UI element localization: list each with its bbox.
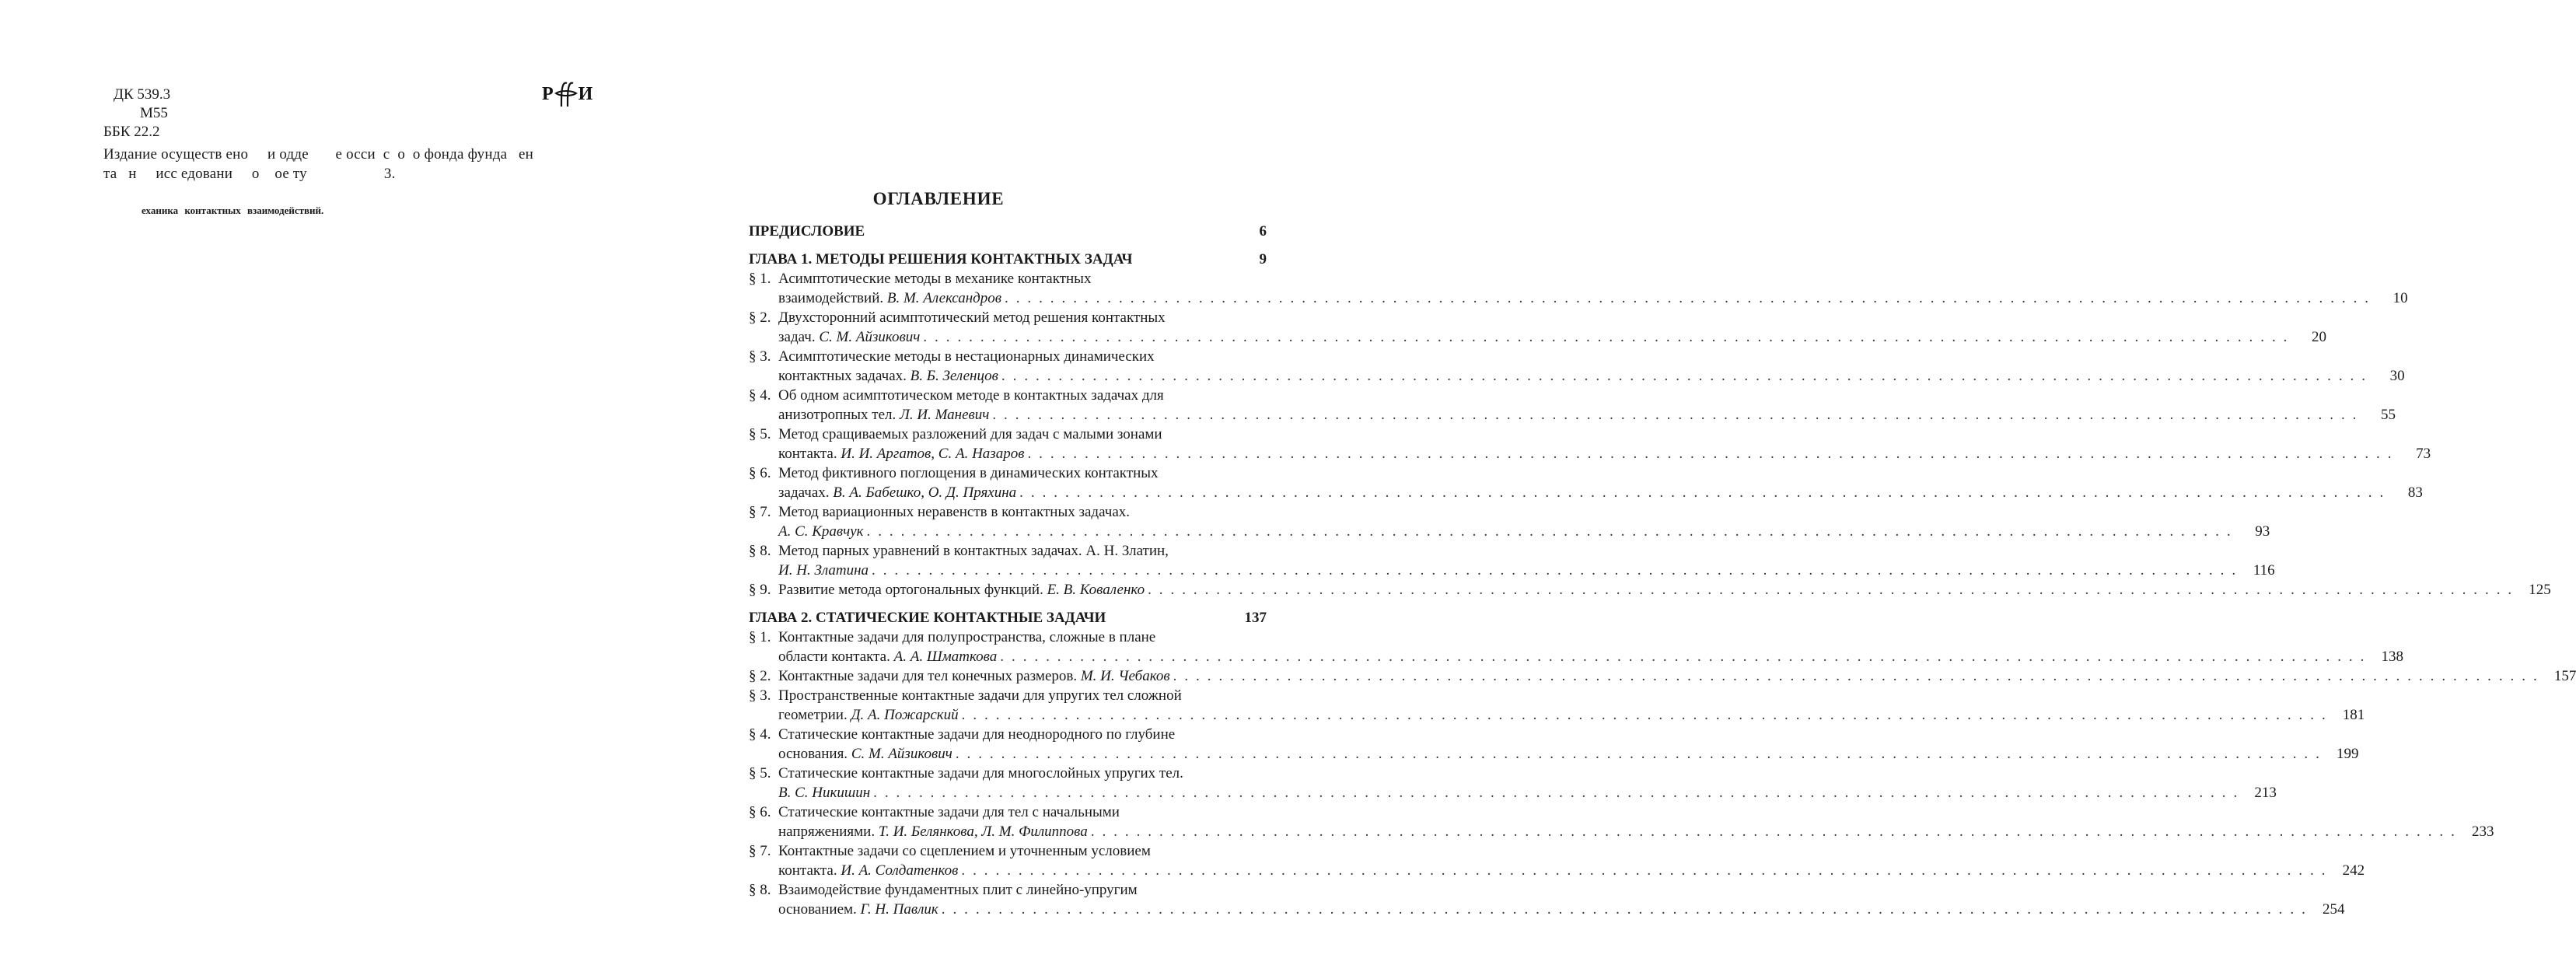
entry-title-line: Контактные задачи для полупространства, сложные в плане [778, 629, 1156, 645]
toc-entry[interactable] [749, 725, 2359, 764]
entry-title-line: Двухсторонний асимптотический метод решения контактных [778, 309, 1166, 326]
entry-text [778, 580, 2551, 600]
dot-leader: . . . . . . . . . . . . . . . . . . . . . . . . . . . . . . . . . . . . . . . . . . . . . . . . . . . . . . . . . . . . . . . . . . . . . . . . . . . . . . . . . . . . . . . . . . . . . . . . . . . . . . . . . . . . . . . . . . . . . . . . [1148, 582, 2514, 598]
entry-text [778, 502, 2270, 541]
entry-title-end [778, 666, 1170, 686]
entry-last-line [778, 288, 2408, 308]
dot-leader: . . . . . . . . . . . . . . . . . . . . . . . . . . . . . . . . . . . . . . . . . . . . . . . . . . . . . . . . . . . . . . . . . . . . . . . . . . . . . . . . . . . . . . . . . . . . . . . . . . . . . . . . . . . . . . . . . . . . . . . . [873, 785, 2239, 801]
entry-title-end [778, 561, 869, 580]
entry-text [778, 308, 2326, 347]
entry-page: 157 [2553, 668, 2576, 684]
toc-heading: ОГЛАВЛЕНИЕ [872, 189, 1005, 208]
toc-entry[interactable] [749, 308, 2326, 347]
entry-title-end [778, 366, 998, 386]
funding-line-2: та н исс едовани о ое ту 3. [103, 166, 396, 182]
dot-leader: . . . . . . . . . . . . . . . . . . . . . . . . . . . . . . . . . . . . . . . . . . . . . . . . . . . . . . . . . . . . . . . . . . . . . . . . . . . . . . . . . . . . . . . . . . . . . . . . . . . . . . . . . . . . . . . . . . . . . . . . [955, 746, 2322, 762]
entry-title-end [778, 522, 864, 541]
entry-title-tail: основанием. [778, 901, 857, 918]
toc-entry[interactable] [749, 269, 2408, 308]
entry-last-line [778, 561, 2275, 580]
toc-entry[interactable] [749, 666, 2576, 686]
section-number: § 1. [749, 629, 771, 645]
chapter-page: 137 [1244, 610, 1267, 626]
entry-title-line: Метод вариационных неравенств в контактных задачах. [778, 504, 1131, 520]
section-number: § 1. [749, 271, 771, 287]
entry-page: 30 [2389, 368, 2405, 384]
toc-entry[interactable] [749, 502, 2270, 541]
dot-leader: . . . . . . . . . . . . . . . . . . . . . . . . . . . . . . . . . . . . . . . . . . . . . . . . . . . . . . . . . . . . . . . . . . . . . . . . . . . . . . . . . . . . . . . . . . . . . . . . . . . . . . . . . . . . . . . . . . . . . . . . [872, 562, 2238, 579]
entry-last-line [778, 522, 2270, 541]
section-number: § 6. [749, 465, 771, 481]
toc-entry[interactable] [749, 686, 2365, 725]
double-f-icon [554, 81, 578, 107]
entry-title-line: Метод сращиваемых разложений для задач с малыми зонами [778, 426, 1162, 442]
entry-title-tail: геометрии. [778, 707, 848, 723]
dot-leader: . . . . . . . . . . . . . . . . . . . . . . . . . . . . . . . . . . . . . . . . . . . . . . . . . . . . . . . . . . . . . . . . . . . . . . . . . . . . . . . . . . . . . . . . . . . . . . . . . . . . . . . . . . . . . . . . . . . . . . . . [1027, 446, 2394, 462]
left-page [0, 0, 682, 965]
dot-leader: . . . . . . . . . . . . . . . . . . . . . . . . . . . . . . . . . . . . . . . . . . . . . . . . . . . . . . . . . . . . . . . . . . . . . . . . . . . . . . . . . . . . . . . . . . . . . . . . . . . . . . . . . . . . . . . . . . . . . . . . [1019, 484, 2386, 501]
entry-page: 254 [2322, 901, 2345, 918]
entry-author: А. С. Кравчук [778, 523, 864, 540]
entry-author: Т. И. Белянкова, Л. М. Филиппова [878, 823, 1088, 840]
entry-title-end [778, 647, 997, 666]
toc-entry[interactable] [749, 580, 2551, 600]
entry-page: 116 [2253, 562, 2275, 579]
entry-author: С. М. Айзикович [819, 329, 921, 345]
entry-title-line: Об одном асимптотическом методе в контактных задачах для [778, 387, 1164, 404]
entry-title-line: Асимптотические методы в нестационарных динамических [778, 348, 1155, 365]
entry-last-line [778, 327, 2326, 347]
toc-entry[interactable] [749, 841, 2365, 880]
entry-page: 138 [2381, 649, 2403, 665]
entry-title-tail: задачах. [778, 484, 830, 501]
dot-leader: . . . . . . . . . . . . . . . . . . . . . . . . . . . . . . . . . . . . . . . . . . . . . . . . . . . . . . . . . . . . . . . . . . . . . . . . . . . . . . . . . . . . . . . . . . . . . . . . . . . . . . . . . . . . . . . . . . . . . . . . [961, 707, 2328, 723]
preface-title: ПРЕДИСЛОВИЕ [749, 223, 865, 240]
toc-entry[interactable] [749, 425, 2431, 463]
entry-last-line [778, 744, 2359, 764]
entry-author: В. А. Бабешко, О. Д. Пряхина [833, 484, 1017, 501]
entry-author: В. Б. Зеленцов [910, 368, 998, 384]
entry-title-end [778, 783, 870, 802]
entry-title-end [778, 900, 938, 919]
logo-letter-right: И [578, 83, 593, 104]
entry-title-line: Метод парных уравнений в контактных задачах. А. Н. Златин, [778, 543, 1169, 559]
entry-last-line [778, 405, 2396, 425]
entry-text [778, 425, 2431, 463]
rffi-logo [542, 81, 592, 107]
dot-leader: . . . . . . . . . . . . . . . . . . . . . . . . . . . . . . . . . . . . . . . . . . . . . . . . . . . . . . . . . . . . . . . . . . . . . . . . . . . . . . . . . . . . . . . . . . . . . . . . . . . . . . . . . . . . . . . . . . . . . . . . [923, 329, 2289, 345]
entry-page: 73 [2416, 446, 2431, 462]
entry-text [778, 764, 2277, 802]
book-title: еханика контактных взаимодействий. [142, 205, 324, 216]
funding-note [103, 145, 617, 184]
entry-author: И. Н. Златина [778, 562, 869, 579]
entry-page: 199 [2336, 746, 2359, 762]
entry-title-line: Взаимодействие фундаментных плит с линейно-упругим [778, 882, 1138, 898]
entry-last-line [778, 366, 2405, 386]
entry-last-line [778, 861, 2365, 880]
section-number: § 4. [749, 387, 771, 404]
entry-text [778, 628, 2403, 666]
entry-title-line: Контактные задачи со сцеплением и уточненным условием [778, 843, 1151, 859]
logo-letter-left: Р [542, 83, 554, 104]
chapter-title: ГЛАВА 2. СТАТИЧЕСКИЕ КОНТАКТНЫЕ ЗАДАЧИ [749, 610, 1106, 626]
toc-entry[interactable] [749, 880, 2345, 919]
chapter-page: 9 [1259, 251, 1267, 267]
entry-title-end [778, 861, 958, 880]
dot-leader: . . . . . . . . . . . . . . . . . . . . . . . . . . . . . . . . . . . . . . . . . . . . . . . . . . . . . . . . . . . . . . . . . . . . . . . . . . . . . . . . . . . . . . . . . . . . . . . . . . . . . . . . . . . . . . . . . . . . . . . . [1173, 668, 2539, 684]
toc-entry[interactable] [749, 541, 2275, 580]
dot-leader: . . . . . . . . . . . . . . . . . . . . . . . . . . . . . . . . . . . . . . . . . . . . . . . . . . . . . . . . . . . . . . . . . . . . . . . . . . . . . . . . . . . . . . . . . . . . . . . . . . . . . . . . . . . . . . . . . . . . . . . . [1090, 823, 2457, 840]
udc-code: ДК 539.3 [114, 86, 171, 103]
section-number: § 7. [749, 843, 771, 859]
entry-author: М. И. Чебаков [1080, 668, 1170, 684]
right-page [682, 0, 2576, 965]
toc-entry[interactable] [749, 347, 2405, 386]
entry-page: 10 [2392, 290, 2408, 306]
entry-author: С. М. Айзикович [851, 746, 952, 762]
dot-leader: . . . . . . . . . . . . . . . . . . . . . . . . . . . . . . . . . . . . . . . . . . . . . . . . . . . . . . . . . . . . . . . . . . . . . . . . . . . . . . . . . . . . . . . . . . . . . . . . . . . . . . . . . . . . . . . . . . . . . . . . [992, 407, 2359, 423]
entry-title-tail: задач. [778, 329, 816, 345]
section-number: § 2. [749, 309, 771, 326]
entry-text [778, 841, 2365, 880]
dot-leader: . . . . . . . . . . . . . . . . . . . . . . . . . . . . . . . . . . . . . . . . . . . . . . . . . . . . . . . . . . . . . . . . . . . . . . . . . . . . . . . . . . . . . . . . . . . . . . . . . . . . . . . . . . . . . . . . . . . . . . . . [866, 523, 2233, 540]
entry-title-tail: контактных задачах. [778, 368, 907, 384]
toc-entry[interactable] [749, 386, 2396, 425]
entry-title-end [778, 288, 1001, 308]
entry-text [778, 269, 2408, 308]
entry-title-line: Метод фиктивного поглощения в динамических контактных [778, 465, 1159, 481]
entry-page: 55 [2381, 407, 2396, 423]
entry-page: 125 [2529, 582, 2551, 598]
section-number: § 5. [749, 426, 771, 442]
entry-page: 83 [2407, 484, 2423, 501]
entry-page: 213 [2254, 785, 2277, 801]
entry-title-end [778, 327, 920, 347]
entry-text [778, 802, 2494, 841]
entry-title-tail: области контакта. [778, 649, 890, 665]
entry-title-end [778, 822, 1088, 841]
entry-title-tail: контакта. [778, 446, 837, 462]
section-number: § 5. [749, 765, 771, 781]
toc-entry[interactable] [749, 628, 2403, 666]
entry-last-line [778, 900, 2345, 919]
entry-author: В. М. Александров [886, 290, 1001, 306]
entry-text [778, 541, 2275, 580]
entry-title-line: Асимптотические методы в механике контактных [778, 271, 1092, 287]
chapter-title: ГЛАВА 1. МЕТОДЫ РЕШЕНИЯ КОНТАКТНЫХ ЗАДАЧ [749, 251, 1133, 267]
preface-page: 6 [1259, 223, 1267, 240]
entry-text [778, 686, 2365, 725]
entry-author: Л. И. Маневич [900, 407, 990, 423]
section-number: § 9. [749, 582, 771, 598]
entry-page: 233 [2471, 823, 2494, 840]
entry-author: Е. В. Коваленко [1047, 582, 1145, 598]
entry-title-tail: взаимодействий. [778, 290, 884, 306]
entry-text [778, 463, 2423, 502]
entry-author: Д. А. Пожарский [851, 707, 959, 723]
table-of-contents [749, 222, 2576, 919]
entry-page: 20 [2312, 329, 2326, 345]
entry-text [778, 386, 2396, 425]
bbk-code: ББК 22.2 [103, 124, 160, 140]
section-number: § 7. [749, 504, 771, 520]
toc-entry[interactable] [749, 463, 2423, 502]
entry-author: В. С. Никишин [778, 785, 871, 801]
entry-last-line [778, 705, 2365, 725]
dot-leader: . . . . . . . . . . . . . . . . . . . . . . . . . . . . . . . . . . . . . . . . . . . . . . . . . . . . . . . . . . . . . . . . . . . . . . . . . . . . . . . . . . . . . . . . . . . . . . . . . . . . . . . . . . . . . . . . . . . . . . . . [1005, 290, 2371, 306]
entry-last-line [778, 580, 2551, 600]
author-code: М55 [140, 105, 168, 121]
entry-last-line [778, 483, 2423, 502]
section-number: § 6. [749, 804, 771, 820]
entry-title-line: Статические контактные задачи для многослойных упругих тел. [778, 765, 1183, 781]
toc-entry[interactable] [749, 802, 2494, 841]
section-number: § 2. [749, 668, 771, 684]
toc-entry[interactable] [749, 764, 2277, 802]
dot-leader: . . . . . . . . . . . . . . . . . . . . . . . . . . . . . . . . . . . . . . . . . . . . . . . . . . . . . . . . . . . . . . . . . . . . . . . . . . . . . . . . . . . . . . . . . . . . . . . . . . . . . . . . . . . . . . . . . . . . . . . . [941, 901, 2308, 918]
entry-title-tail: анизотропных тел. [778, 407, 897, 423]
section-number: § 8. [749, 882, 771, 898]
entry-author: И. А. Солдатенков [841, 862, 959, 879]
entry-page: 93 [2255, 523, 2270, 540]
dot-leader: . . . . . . . . . . . . . . . . . . . . . . . . . . . . . . . . . . . . . . . . . . . . . . . . . . . . . . . . . . . . . . . . . . . . . . . . . . . . . . . . . . . . . . . . . . . . . . . . . . . . . . . . . . . . . . . . . . . . . . . . [961, 862, 2328, 879]
entry-author: И. И. Аргатов, С. А. Назаров [841, 446, 1025, 462]
entry-page: 181 [2342, 707, 2365, 723]
entry-title-end [778, 405, 989, 425]
toc-chapter[interactable] [749, 609, 1267, 628]
entry-author: Г. Н. Павлик [860, 901, 938, 918]
section-number: § 3. [749, 348, 771, 365]
section-number: § 3. [749, 687, 771, 704]
entry-text [778, 725, 2359, 764]
entry-last-line [778, 444, 2431, 463]
entry-title-end [778, 744, 952, 764]
entry-title-line: Статические контактные задачи для неоднородного по глубине [778, 726, 1176, 743]
entry-title-line: Статические контактные задачи для тел с начальными [778, 804, 1120, 820]
entry-last-line [778, 822, 2494, 841]
entry-page: 242 [2342, 862, 2365, 879]
toc-preface[interactable] [749, 222, 1267, 241]
toc-chapter[interactable] [749, 250, 1267, 269]
entry-last-line [778, 783, 2277, 802]
entry-title-end [778, 580, 1145, 600]
entry-text [778, 666, 2576, 686]
entry-title-tail: Развитие метода ортогональных функций. [778, 582, 1043, 598]
dot-leader: . . . . . . . . . . . . . . . . . . . . . . . . . . . . . . . . . . . . . . . . . . . . . . . . . . . . . . . . . . . . . . . . . . . . . . . . . . . . . . . . . . . . . . . . . . . . . . . . . . . . . . . . . . . . . . . . . . . . . . . . [1000, 649, 2366, 665]
entry-text [778, 880, 2345, 919]
entry-title-tail: напряжениями. [778, 823, 876, 840]
entry-last-line [778, 666, 2576, 686]
section-number: § 4. [749, 726, 771, 743]
dot-leader: . . . . . . . . . . . . . . . . . . . . . . . . . . . . . . . . . . . . . . . . . . . . . . . . . . . . . . . . . . . . . . . . . . . . . . . . . . . . . . . . . . . . . . . . . . . . . . . . . . . . . . . . . . . . . . . . . . . . . . . . [1001, 368, 2368, 384]
entry-title-tail: Контактные задачи для тел конечных размеров. [778, 668, 1078, 684]
entry-last-line [778, 647, 2403, 666]
entry-text [778, 347, 2405, 386]
entry-title-tail: основания. [778, 746, 848, 762]
entry-title-tail: контакта. [778, 862, 837, 879]
section-number: § 8. [749, 543, 771, 559]
entry-title-line: Пространственные контактные задачи для упругих тел сложной [778, 687, 1182, 704]
entry-title-end [778, 444, 1024, 463]
entry-title-end [778, 483, 1016, 502]
entry-title-end [778, 705, 959, 725]
entry-author: А. А. Шматкова [893, 649, 998, 665]
funding-line-1: Издание осуществ ено и одде е осси с о о фонда фунда ен [103, 146, 534, 163]
